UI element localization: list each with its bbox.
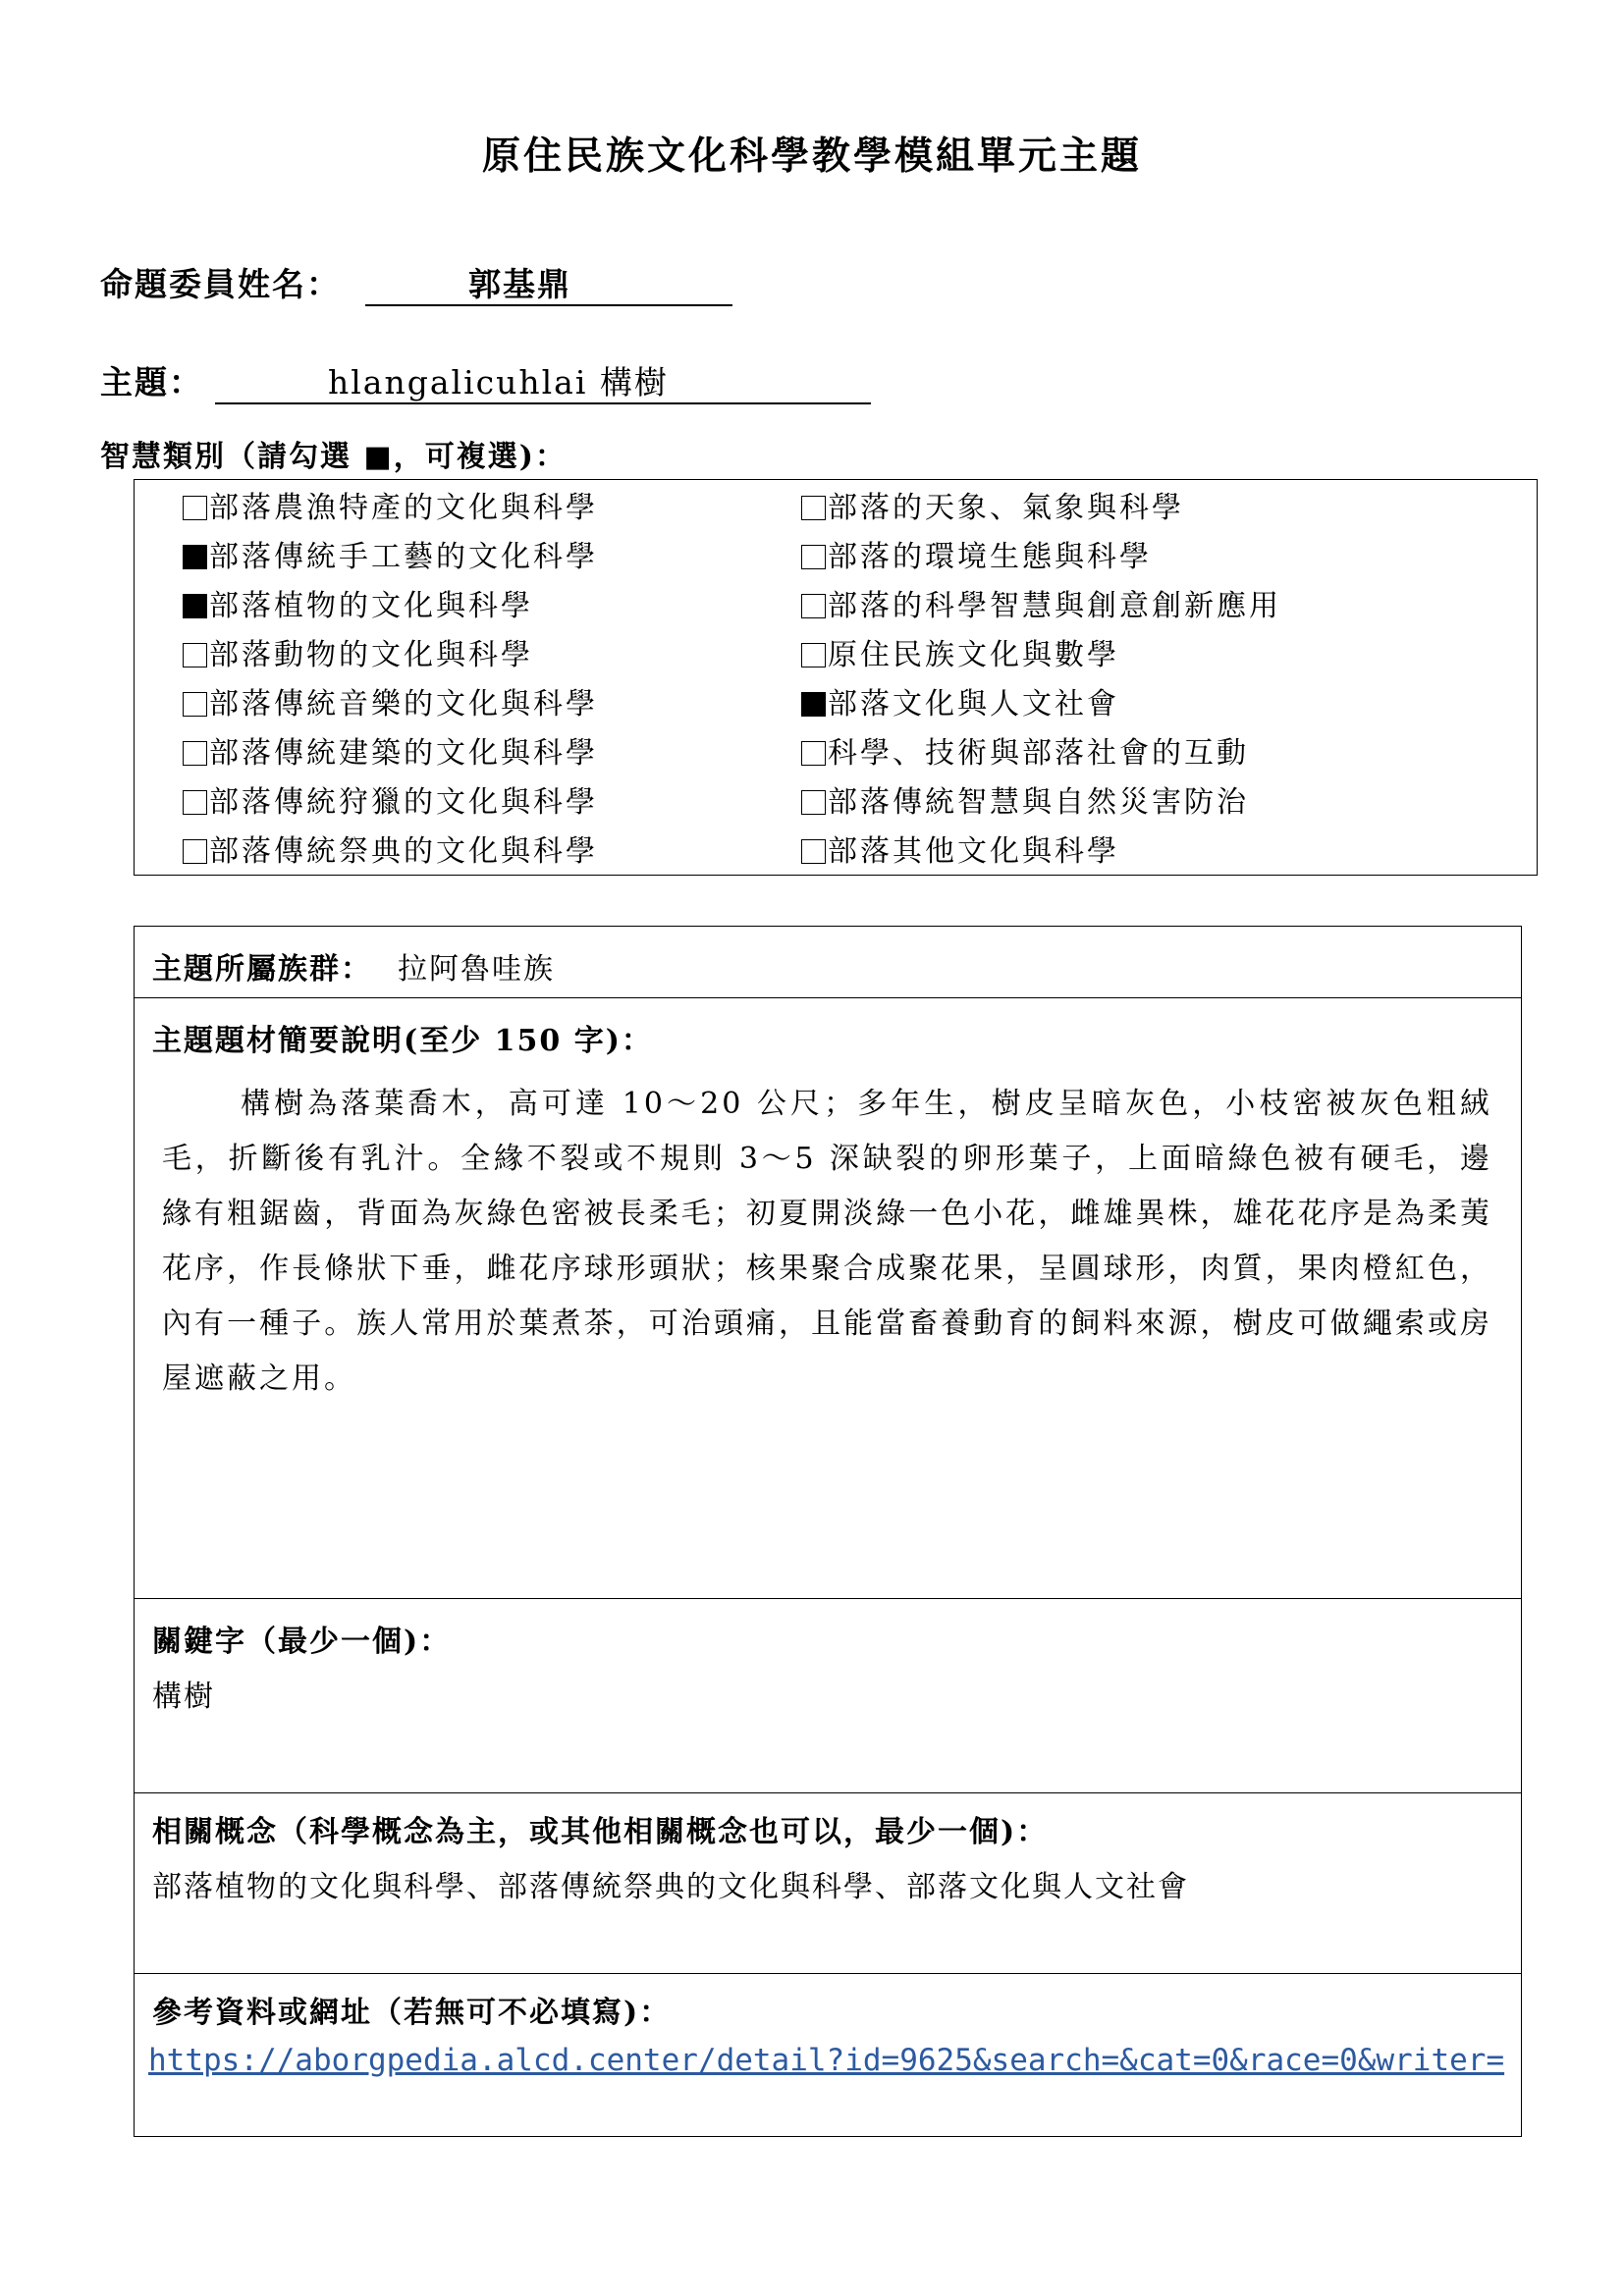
checkbox-icon[interactable] [183,839,207,864]
category-box [134,479,1538,876]
references-label: 參考資料或網址（若無可不必填寫)： [152,1996,672,2030]
category-label: 部落文化與人文社會 [828,687,1119,721]
designer-row [100,259,571,305]
category-item[interactable] [183,680,598,729]
checkbox-icon[interactable] [183,741,207,766]
concepts-value: 部落植物的文化與科學、部落傳統祭典的文化與科學、部落文化與人文社會 [152,1870,1189,1904]
reference-link[interactable]: https://aborgpedia.alcd.center/detail?id=9625&search=&cat=0&race=0&writer= [148,2043,1505,2078]
category-item[interactable] [183,484,598,533]
checkbox-icon[interactable] [183,692,207,717]
category-item[interactable] [801,680,1119,729]
checkbox-icon[interactable] [801,839,826,864]
checkbox-icon[interactable] [801,643,826,667]
category-item[interactable] [801,484,1184,533]
category-item[interactable] [801,631,1119,680]
description-text: 構樹為落葉喬木，高可達 10～20 公尺；多年生，樹皮呈暗灰色，小枝密被灰色粗絨毛，折斷後有乳汁。全緣不裂或不規則 3～5 深缺裂的卵形葉子，上面暗綠色被有硬毛，邊緣有粗鋸齒，背面為灰綠色密被長柔毛；初夏開淡綠一色小花，雌雄異株，雄花花序是為柔荑花序，作長條狀下垂，雌花序球形頭狀；核果聚合成聚花果，呈圓球形，肉質，果肉橙紅色，內有一種子。族人常用於葉煮茶，可治頭痛，且能當畜養動育的飼料來源，樹皮可做繩索或房屋遮蔽之用。 [162,1087,1492,1396]
designer-field[interactable] [365,259,732,306]
checkbox-checked-icon[interactable] [801,692,826,717]
category-label: 部落傳統祭典的文化與科學 [209,834,598,869]
checkbox-icon[interactable] [183,790,207,815]
category-heading: 智慧類別（請勾選 ■，可複選)： [100,440,567,474]
category-label: 部落其他文化與科學 [828,834,1119,869]
category-item[interactable] [801,828,1119,877]
category-item[interactable] [183,778,598,828]
category-label: 部落的天象、氣象與科學 [828,491,1184,525]
designer-name: 郭基鼎 [468,265,571,303]
designer-label: 命題委員姓名： [100,265,341,303]
checkbox-icon[interactable] [801,790,826,815]
category-label: 部落傳統智慧與自然災害防治 [828,785,1249,820]
concepts-label: 相關概念（科學概念為主，或其他相關概念也可以，最少一個)： [152,1815,1049,1849]
checkbox-icon[interactable] [183,643,207,667]
topic-value: hlangalicuhlai 構樹 [328,363,669,401]
keywords-value: 構樹 [152,1680,215,1714]
checkbox-icon[interactable] [183,496,207,520]
category-label: 部落植物的文化與科學 [209,589,533,623]
category-label: 部落的環境生態與科學 [828,540,1152,574]
references-section [135,1973,1521,2136]
category-item[interactable] [183,533,598,582]
category-label: 科學、技術與部落社會的互動 [828,736,1249,771]
checkbox-icon[interactable] [801,496,826,520]
category-item[interactable] [801,582,1281,631]
document-title: 原住民族文化科學教學模組單元主題 [481,133,1142,179]
topic-field[interactable] [215,357,871,404]
category-label: 部落的科學智慧與創意創新應用 [828,589,1281,623]
checkbox-checked-icon[interactable] [183,545,207,569]
category-item[interactable] [801,778,1249,828]
category-label: 部落動物的文化與科學 [209,638,533,672]
info-table [134,926,1522,2137]
ethnic-group-value: 拉阿魯哇族 [398,952,555,987]
category-item[interactable] [801,533,1152,582]
category-item[interactable] [183,729,598,778]
category-item[interactable] [183,631,533,680]
keywords-section [135,1598,1521,1792]
keywords-label: 關鍵字（最少一個)： [152,1625,452,1659]
category-label: 部落傳統音樂的文化與科學 [209,687,598,721]
concepts-section [135,1792,1521,1973]
category-label: 部落傳統手工藝的文化科學 [209,540,598,574]
category-label: 部落傳統狩獵的文化與科學 [209,785,598,820]
category-label: 原住民族文化與數學 [828,638,1119,672]
topic-row [100,357,669,403]
ethnic-group-section [135,927,1521,997]
category-item[interactable] [183,828,598,877]
description-label: 主題題材簡要說明(至少 150 字)： [152,1024,653,1058]
category-item[interactable] [183,582,533,631]
category-item[interactable] [801,729,1249,778]
category-label: 部落農漁特產的文化與科學 [209,491,598,525]
checkbox-icon[interactable] [801,545,826,569]
checkbox-icon[interactable] [801,741,826,766]
category-label: 部落傳統建築的文化與科學 [209,736,598,771]
ethnic-group-label: 主題所屬族群： [152,952,372,987]
topic-label: 主題： [100,363,203,401]
checkbox-icon[interactable] [801,594,826,618]
description-section [135,997,1521,1598]
checkbox-checked-icon[interactable] [183,594,207,618]
